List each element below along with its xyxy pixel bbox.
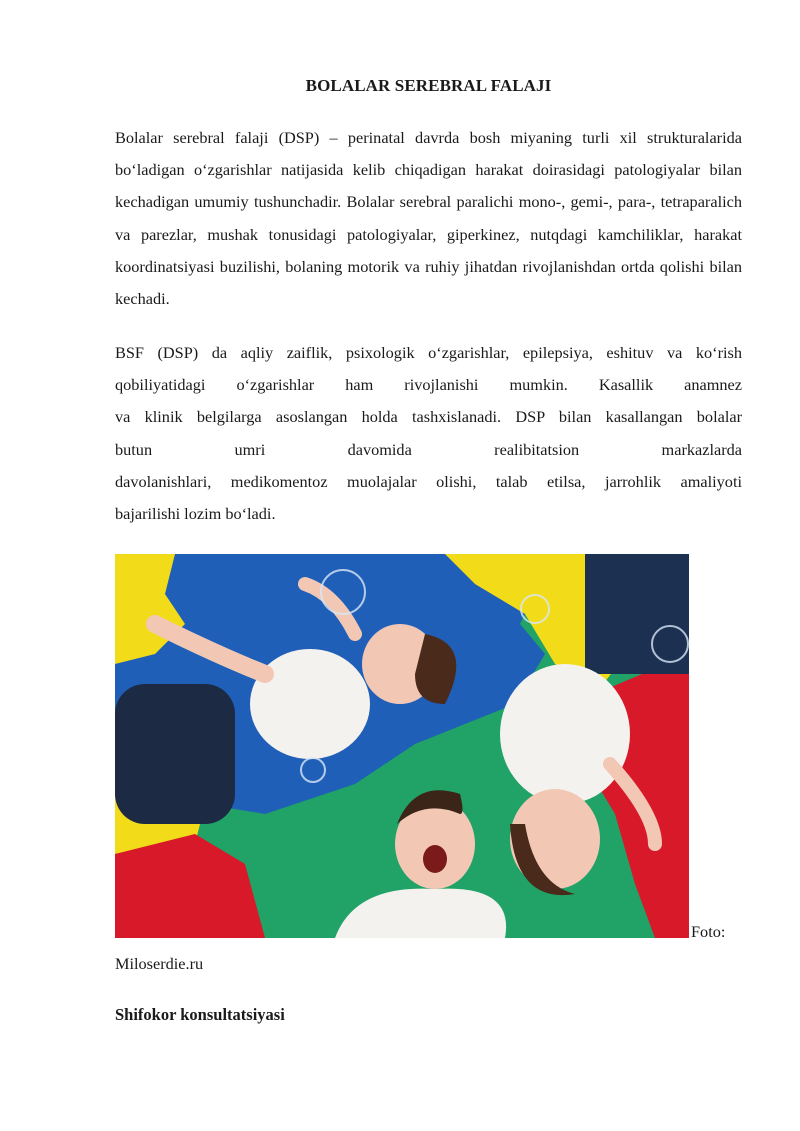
- paragraph-symptoms: [115, 337, 742, 530]
- photo-caption-source: Miloserdie.ru: [115, 954, 204, 973]
- children-photo: [115, 554, 689, 938]
- paragraph-line: butun umri davomida realibitatsion markazlarda: [115, 439, 742, 459]
- paragraph-line: qobiliyatidagi o‘zgarishlar ham rivojlanishi mumkin. Kasallik anamnez: [115, 375, 742, 395]
- paragraph-line: BSF (DSP) da aqliy zaiflik, psixologik o‘zgarishlar, epilepsiya, eshituv va ko‘rish: [115, 343, 742, 362]
- paragraph-line: bajarilishi lozim bo‘ladi.: [115, 504, 276, 524]
- section-subheading: Shifokor konsultatsiyasi: [115, 1005, 285, 1024]
- paragraph-intro: Bolalar serebral falaji (DSP) – perinatal davrda bosh miyaning turli xil strukturalarida bo‘ladigan o‘zgarishlar natijasida kelib chiqadigan harakat doirasidagi patologiyalar bilan kechadigan umumiy tushunchadir. Bolalar serebral paralichi mono-, gemi-, para-, tetraparalich va parezlar, mushak tonusidagi patologiyalar, giperkinez, nutqdagi kamchiliklar, harakat koordinatsiyasi buzilishi, bolaning motorik va ruhiy jihatdan rivojlanishdan ortda qolishi bilan kechadi.: [115, 128, 742, 309]
- paragraph-line: davolanishlari, medikomentoz muolajalar olishi, talab etilsa, jarrohlik amaliyoti: [115, 471, 742, 491]
- paragraph-line: va klinik belgilarga asoslangan holda tashxislanadi. DSP bilan kasallangan bolalar: [115, 407, 742, 427]
- document-title: BOLALAR SEREBRAL FALAJI: [305, 76, 552, 95]
- photo-caption-label: Foto:: [691, 922, 726, 941]
